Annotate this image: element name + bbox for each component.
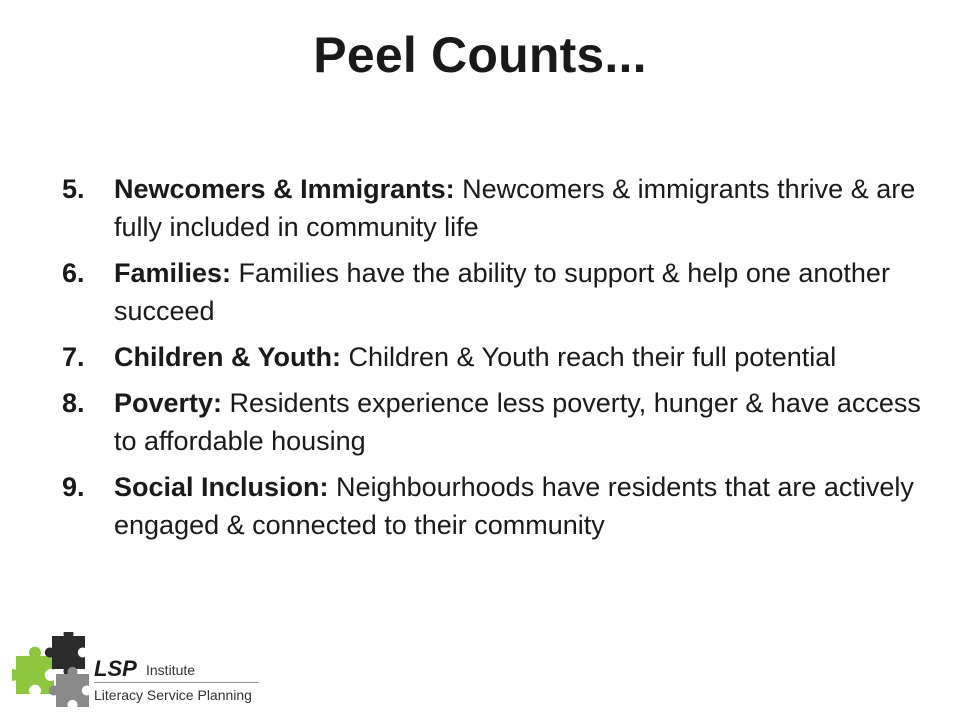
item-description: Residents experience less poverty, hunger & have access to affordable housing [114,388,921,456]
logo-institute: Institute [146,662,196,678]
item-body [114,254,922,330]
item-description: Children & Youth reach their full potential [340,342,837,372]
item-number: 8. [62,388,85,418]
item-number: 5. [62,174,85,204]
outcomes-list [62,170,922,552]
item-term: Social Inclusion: [114,472,329,502]
item-description: Families have the ability to support & help one another succeed [114,258,890,326]
list-item [62,170,922,246]
item-description: Neighbourhoods have residents that are actively engaged & connected to their community [114,472,914,540]
list-item [62,384,922,460]
item-number: 9. [62,472,85,502]
item-term: Newcomers & Immigrants: [114,174,455,204]
logo-subtitle: Literacy Service Planning [94,687,252,703]
item-term: Children & Youth: [114,342,341,372]
item-term: Families: [114,258,232,288]
slide-title: Peel Counts... [313,27,647,83]
list-item [62,338,922,376]
lsp-logo [12,632,262,712]
puzzle-pieces-icon [12,632,96,712]
logo-brand: LSP [94,656,137,681]
list-item [62,254,922,330]
item-body [114,384,922,460]
item-number: 7. [62,342,85,372]
item-body [114,338,922,376]
item-term: Poverty: [114,388,223,418]
item-body [114,170,922,246]
item-description: Newcomers & immigrants thrive & are fully included in community life [114,174,916,242]
item-body [114,468,922,544]
list-item [62,468,922,544]
logo-divider [94,682,259,683]
item-number: 6. [62,258,85,288]
